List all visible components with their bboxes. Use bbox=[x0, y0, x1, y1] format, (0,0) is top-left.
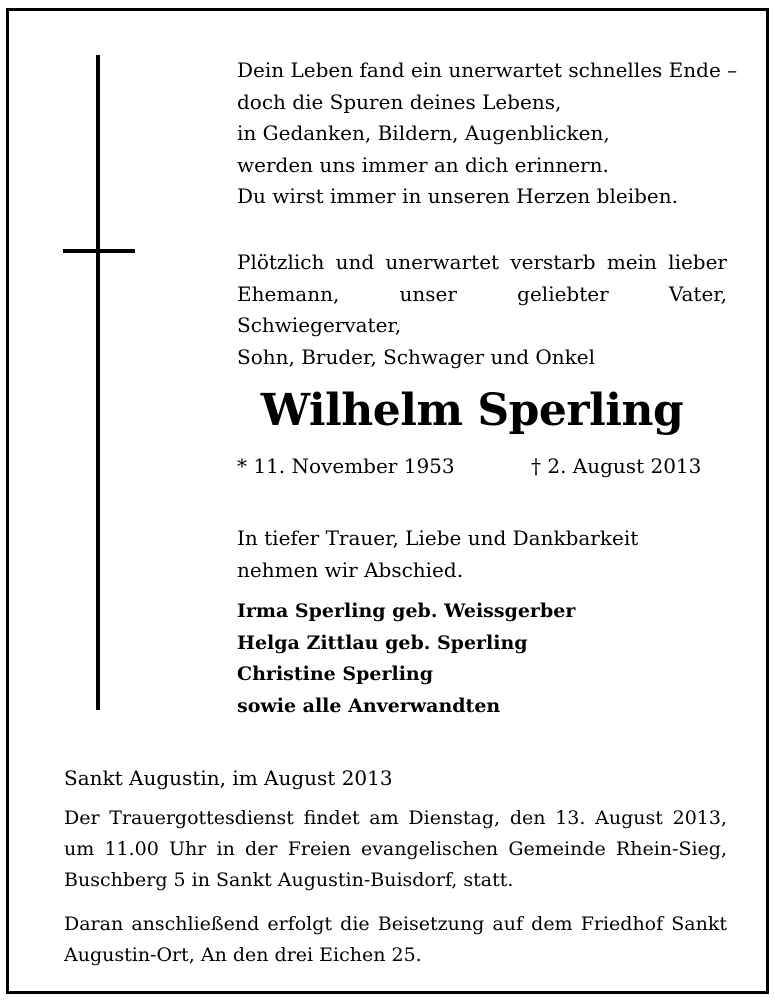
burial-info bbox=[64, 909, 727, 971]
family-member: Irma Sperling geb. Weissgerber bbox=[237, 600, 576, 622]
birth-date: * 11. November 1953 bbox=[237, 454, 455, 478]
family-member: Christine Sperling bbox=[237, 663, 434, 685]
place-and-date: Sankt Augustin, im August 2013 bbox=[64, 766, 393, 790]
poem-line: in Gedanken, Bildern, Augenblicken, bbox=[237, 121, 610, 145]
mourning-line: In tiefer Trauer, Liebe und Dankbarkeit bbox=[237, 526, 639, 550]
poem-line: doch die Spuren deines Lebens, bbox=[237, 89, 562, 114]
family-member: Helga Zittlau geb. Sperling bbox=[237, 631, 528, 654]
family-member: sowie alle Anverwandten bbox=[237, 694, 501, 717]
service-line: Der Trauergottesdienst findet am Dienstag, den 13. August 2013, bbox=[64, 807, 727, 829]
poem-verse bbox=[237, 55, 738, 213]
announcement-line: Ehemann, unser geliebter Vater, Schwiegervater, bbox=[237, 281, 727, 337]
death-announcement bbox=[237, 247, 727, 373]
announcement-line: Sohn, Bruder, Schwager und Onkel bbox=[237, 344, 596, 369]
announcement-line: Plötzlich und unerwartet verstarb mein lieber bbox=[237, 250, 727, 274]
poem-line: werden uns immer an dich erinnern. bbox=[237, 152, 609, 177]
burial-line: Augustin-Ort, An den drei Eichen 25. bbox=[64, 944, 422, 966]
mourning-line: nehmen wir Abschied. bbox=[237, 557, 464, 582]
obituary-notice bbox=[6, 8, 769, 994]
service-line: Buschberg 5 in Sankt Augustin-Buisdorf, statt. bbox=[64, 869, 514, 891]
death-date: † 2. August 2013 bbox=[531, 454, 702, 478]
funeral-service-info bbox=[64, 803, 727, 896]
burial-line: Daran anschließend erfolgt die Beisetzung auf dem Friedhof Sankt bbox=[64, 913, 727, 935]
poem-line: Du wirst immer in unseren Herzen bleiben. bbox=[237, 184, 678, 208]
life-dates bbox=[237, 451, 702, 481]
cross-icon bbox=[96, 55, 100, 710]
poem-line: Dein Leben fand ein unerwartet schnelles Ende – bbox=[237, 58, 738, 82]
cross-icon-bar bbox=[63, 249, 135, 253]
family-list bbox=[237, 596, 727, 722]
mourning-statement bbox=[237, 523, 727, 586]
service-line: um 11.00 Uhr in der Freien evangelischen Gemeinde Rhein-Sieg, bbox=[64, 838, 727, 860]
deceased-name: Wilhelm Sperling bbox=[260, 385, 684, 436]
